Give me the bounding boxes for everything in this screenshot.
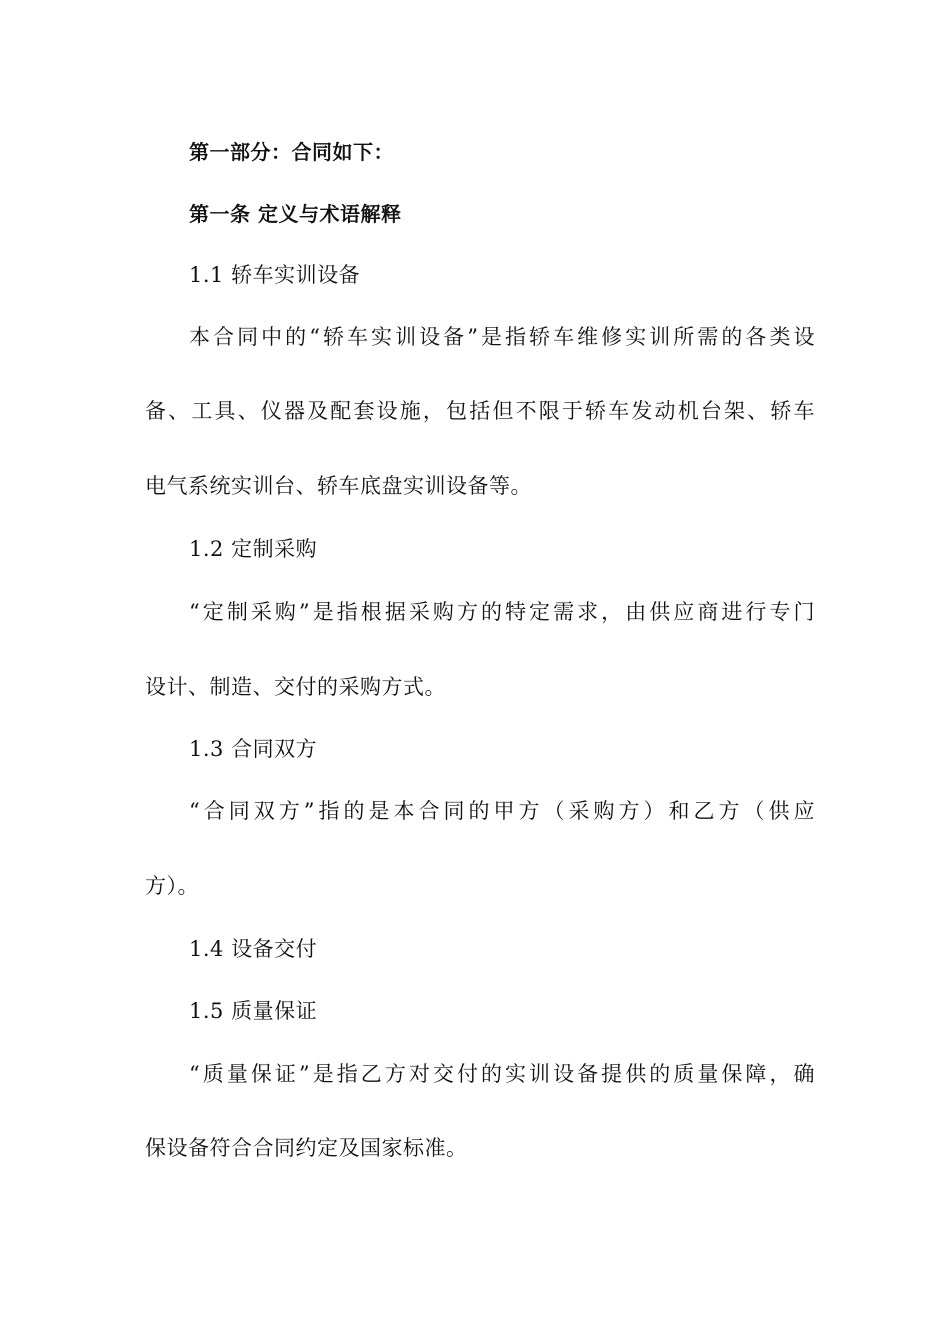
section-title-1-1: 1.1 轿车实训设备	[189, 263, 361, 287]
paragraph-line: 方）。	[145, 874, 199, 898]
section-title-1-5: 1.5 质量保证	[189, 999, 318, 1023]
paragraph-line: 电气系统实训台、轿车底盘实训设备等。	[145, 474, 532, 498]
paragraph-line: “合同双方”指的是本合同的甲方（采购方）和乙方（供应	[189, 799, 815, 823]
part-heading: 第一部分：合同如下：	[189, 140, 394, 164]
section-title-1-2: 1.2 定制采购	[189, 537, 318, 561]
paragraph-line: 本合同中的“轿车实训设备”是指轿车维修实训所需的各类设	[189, 325, 815, 349]
paragraph-line: 备、工具、仪器及配套设施，包括但不限于轿车发动机台架、轿车	[145, 399, 815, 423]
section-title-1-3: 1.3 合同双方	[189, 737, 318, 761]
paragraph-line: “质量保证”是指乙方对交付的实训设备提供的质量保障，确	[189, 1062, 815, 1086]
paragraph-line: 设计、制造、交付的采购方式。	[145, 675, 446, 699]
article-heading: 第一条 定义与术语解释	[189, 202, 402, 226]
section-title-1-4: 1.4 设备交付	[189, 937, 318, 961]
paragraph-line: 保设备符合合同约定及国家标准。	[145, 1136, 468, 1160]
paragraph-line: “定制采购”是指根据采购方的特定需求，由供应商进行专门	[189, 600, 815, 624]
